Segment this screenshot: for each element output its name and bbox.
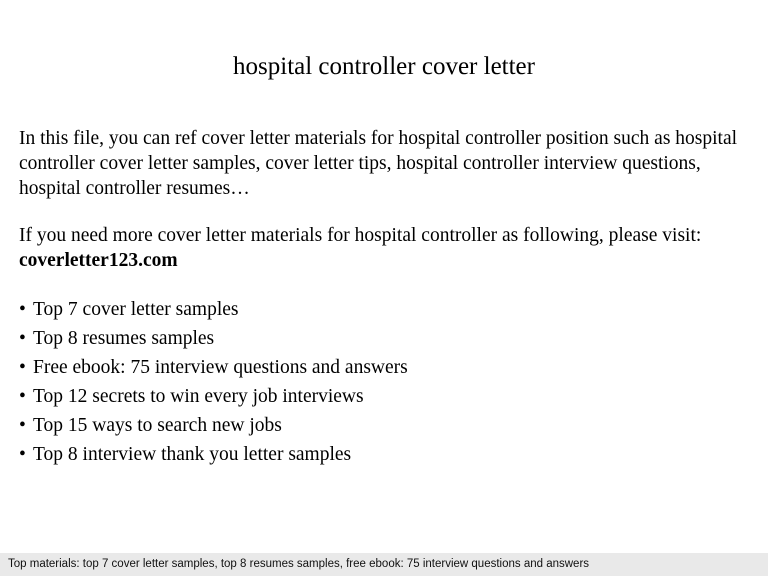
bullet-icon: • (19, 415, 26, 436)
list-item-label: Top 8 interview thank you letter samples (33, 444, 352, 465)
list-item-label: Top 15 ways to search new jobs (33, 415, 282, 436)
materials-list (19, 295, 754, 469)
list-item (19, 324, 754, 353)
list-item (19, 295, 754, 324)
visit-paragraph (19, 223, 754, 273)
list-item (19, 353, 754, 382)
visit-link[interactable]: coverletter123.com (19, 250, 178, 271)
bullet-icon: • (19, 299, 26, 320)
list-item (19, 382, 754, 411)
bullet-icon: • (19, 357, 26, 378)
list-item-label: Top 8 resumes samples (33, 328, 215, 349)
bullet-icon: • (19, 328, 26, 349)
page-title: hospital controller cover letter (233, 53, 535, 80)
list-item (19, 440, 754, 469)
bullet-icon: • (19, 444, 26, 465)
visit-text: If you need more cover letter materials for hospital controller as following, please visit: (19, 225, 702, 246)
slide-body (19, 126, 754, 469)
list-item-label: Top 12 secrets to win every job interviews (33, 386, 364, 407)
list-item-label: Free ebook: 75 interview questions and answers (33, 357, 408, 378)
list-item (19, 411, 754, 440)
intro-paragraph: In this file, you can ref cover letter materials for hospital controller position such as hospital controller cover letter samples, cover letter tips, hospital controller interview questions, hospital controller resumes… (19, 128, 738, 199)
bullet-icon: • (19, 386, 26, 407)
footer-caption: Top materials: top 7 cover letter samples, top 8 resumes samples, free ebook: 75 interview questions and answers (0, 553, 768, 576)
list-item-label: Top 7 cover letter samples (33, 299, 239, 320)
